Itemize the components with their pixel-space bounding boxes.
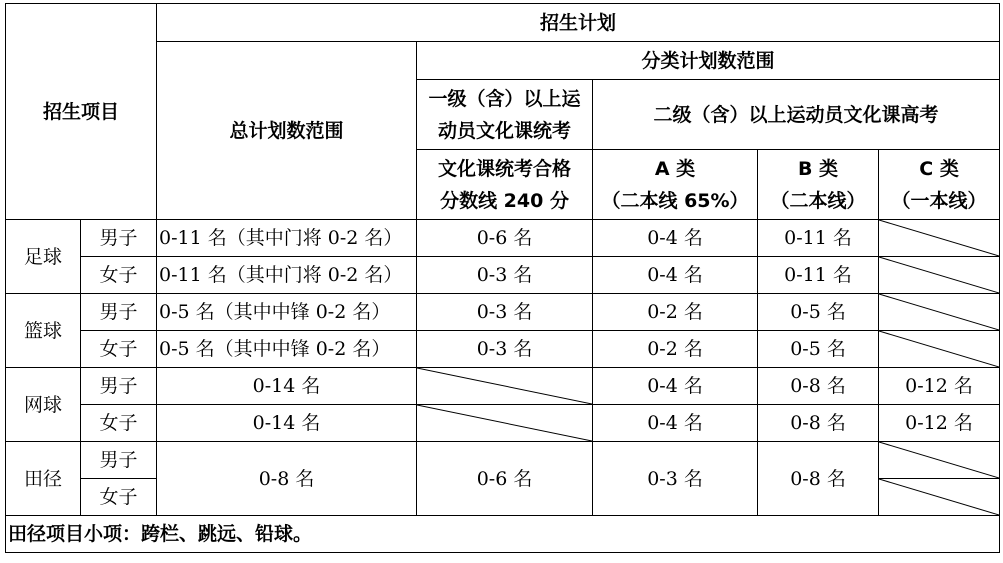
- table-row: [6, 442, 1000, 479]
- total-cell: 0-11 名（其中门将 0-2 名）: [157, 257, 417, 294]
- total-cell: 0-11 名（其中门将 0-2 名）: [157, 220, 417, 257]
- class-c-cell: 0-12 名: [879, 368, 1000, 405]
- header-level2: 二级（含）以上运动员文化课高考: [593, 80, 1000, 150]
- empty-diagonal-cell: [417, 368, 593, 405]
- empty-diagonal-cell: [879, 442, 1000, 479]
- class-a-cell: 0-3 名: [593, 442, 758, 516]
- header-class-a: [593, 150, 758, 220]
- sport-tennis: 网球: [6, 368, 81, 442]
- header-class-b: [758, 150, 879, 220]
- sport-track: 田径: [6, 442, 81, 516]
- total-cell: 0-5 名（其中中锋 0-2 名）: [157, 331, 417, 368]
- gender-cell: 男子: [81, 368, 157, 405]
- gender-cell: 女子: [81, 405, 157, 442]
- empty-diagonal-cell: [879, 331, 1000, 368]
- class-b-cell: 0-11 名: [758, 220, 879, 257]
- empty-diagonal-cell: [879, 257, 1000, 294]
- empty-diagonal-cell: [879, 294, 1000, 331]
- header-class-c: [879, 150, 1000, 220]
- header-project: 招生项目: [6, 4, 157, 220]
- class-c-cell: 0-12 名: [879, 405, 1000, 442]
- header-plan: 招生计划: [157, 4, 1000, 42]
- gender-cell: 男子: [81, 294, 157, 331]
- class-b-cell: 0-8 名: [758, 405, 879, 442]
- class-b-cell: 0-11 名: [758, 257, 879, 294]
- header-level1: [417, 80, 593, 150]
- class-b-cell: 0-5 名: [758, 331, 879, 368]
- class-a-cell: 0-4 名: [593, 220, 758, 257]
- total-cell: 0-14 名: [157, 368, 417, 405]
- header-level1-line2: 动员文化课统考: [438, 119, 572, 142]
- header-exam-line1: 文化课统考合格: [438, 157, 572, 180]
- admission-plan-table: [5, 3, 1000, 553]
- class-b-cell: 0-8 名: [758, 368, 879, 405]
- header-exam: [417, 150, 593, 220]
- header-class-a-line2: （二本线 65%）: [601, 189, 749, 212]
- header-class-c-line1: C 类: [919, 157, 959, 180]
- class-a-cell: 0-4 名: [593, 368, 758, 405]
- gender-cell: 男子: [81, 442, 157, 479]
- total-cell: 0-5 名（其中中锋 0-2 名）: [157, 294, 417, 331]
- class-a-cell: 0-2 名: [593, 331, 758, 368]
- header-class-c-line2: （一本线）: [891, 189, 987, 212]
- header-row-1: [6, 4, 1000, 42]
- exam-cell: 0-3 名: [417, 331, 593, 368]
- exam-cell: 0-6 名: [417, 220, 593, 257]
- class-a-cell: 0-4 名: [593, 257, 758, 294]
- exam-cell: 0-3 名: [417, 294, 593, 331]
- gender-cell: 女子: [81, 257, 157, 294]
- class-b-cell: 0-8 名: [758, 442, 879, 516]
- total-cell: 0-14 名: [157, 405, 417, 442]
- sport-football: 足球: [6, 220, 81, 294]
- header-exam-line2: 分数线 240 分: [440, 189, 569, 212]
- total-cell: 0-8 名: [157, 442, 417, 516]
- table-row: [6, 331, 1000, 368]
- table-row: [6, 257, 1000, 294]
- exam-cell: 0-6 名: [417, 442, 593, 516]
- table-row: [6, 294, 1000, 331]
- header-level1-line1: 一级（含）以上运: [428, 87, 581, 110]
- empty-diagonal-cell: [417, 405, 593, 442]
- class-a-cell: 0-4 名: [593, 405, 758, 442]
- gender-cell: 女子: [81, 479, 157, 516]
- table-row: [6, 368, 1000, 405]
- table-row: [6, 220, 1000, 257]
- empty-diagonal-cell: [879, 220, 1000, 257]
- gender-cell: 女子: [81, 331, 157, 368]
- empty-diagonal-cell: [879, 479, 1000, 516]
- header-category-range: 分类计划数范围: [417, 42, 1000, 80]
- gender-cell: 男子: [81, 220, 157, 257]
- header-class-b-line1: B 类: [797, 157, 839, 180]
- class-a-cell: 0-2 名: [593, 294, 758, 331]
- header-total-range: 总计划数范围: [157, 42, 417, 220]
- class-b-cell: 0-5 名: [758, 294, 879, 331]
- table-row: [6, 405, 1000, 442]
- exam-cell: 0-3 名: [417, 257, 593, 294]
- header-class-a-line1: A 类: [654, 157, 696, 180]
- sport-basketball: 篮球: [6, 294, 81, 368]
- header-class-b-line2: （二本线）: [770, 189, 866, 212]
- footnote-row: [6, 516, 1000, 553]
- footnote: 田径项目小项：跨栏、跳远、铅球。: [6, 516, 1000, 553]
